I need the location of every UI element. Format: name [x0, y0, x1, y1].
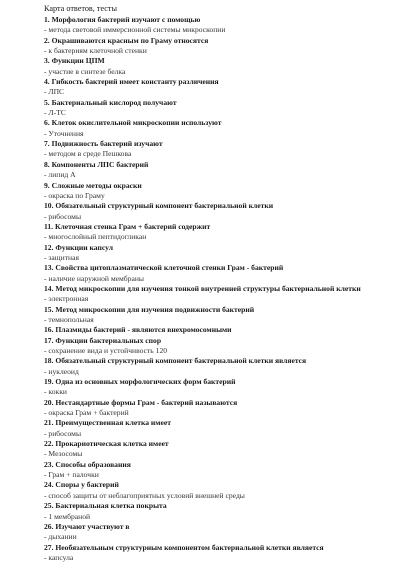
- answer-line: - окраска по Граму: [44, 190, 105, 200]
- answer-line: - кокки: [44, 387, 67, 397]
- question-line: 27. Необязательным структурным компонентом бактериальной клетки является: [44, 542, 324, 552]
- question-line: 16. Плазмиды бактерий - являются внехромосомными: [44, 325, 232, 335]
- question-line: 2. Окрашиваются красным по Граму относятся: [44, 35, 209, 45]
- answer-line: - 1 мембраной: [44, 511, 91, 521]
- question-line: 10. Обязательный структурный компонент бактериальной клетки: [44, 201, 274, 211]
- question-line: 26. Изучают участвуют в: [44, 521, 130, 531]
- question-line: 22. Прокариотическая клетка имеет: [44, 439, 169, 449]
- question-line: 9. Сложные методы окраски: [44, 180, 142, 190]
- answer-line: - Мезосомы: [44, 449, 83, 459]
- question-line: 5. Бактериальный кислород получают: [44, 97, 177, 107]
- question-line: 25. Бактериальная клетка покрыта: [44, 501, 167, 511]
- answer-line: - Л-ТС: [44, 108, 66, 118]
- answer-line: - темнопольная: [44, 314, 94, 324]
- question-line: 17. Функции бактериальных спор: [44, 335, 162, 345]
- answer-line: - методом в среде Пешкова: [44, 149, 132, 159]
- answer-line: - наличие наружной мембраны: [44, 273, 145, 283]
- question-line: 11. Клеточная стенка Грам + бактерий содержит: [44, 221, 211, 231]
- answer-line: - способ защиты от неблагоприятных условий внешней среды: [44, 490, 245, 500]
- question-line: 20. Нестандартные формы Грам - бактерий называются: [44, 397, 238, 407]
- question-line: 23. Способы образования: [44, 459, 131, 469]
- answer-line: - дыхании: [44, 532, 77, 542]
- question-line: 24. Споры у бактерий: [44, 480, 119, 490]
- question-line: 7. Подвижность бактерий изучают: [44, 139, 163, 149]
- answer-line: - рибосомы: [44, 211, 82, 221]
- question-line: 15. Метод микроскопии для изучения подвижности бактерий: [44, 304, 255, 314]
- answer-line: - нуклеоид: [44, 366, 79, 376]
- answer-line: - защитная: [44, 252, 79, 262]
- answer-line: - метода световой иммерсионной системы микроскопии: [44, 25, 226, 35]
- question-line: 21. Преимущественная клетка имеет: [44, 418, 171, 428]
- question-line: 14. Метод микроскопии для изучения тонкой внутренней структуры бактериальной клетки: [44, 283, 361, 293]
- answer-list: [44, 15, 420, 563]
- answer-line: - окраска Грам + бактерий: [44, 408, 129, 418]
- question-line: 13. Свойства цитоплазматической клеточной стенки Грам - бактерий: [44, 263, 284, 273]
- answer-line: - липид А: [44, 170, 76, 180]
- answer-line: - к бактериям клеточной стенки: [44, 46, 147, 56]
- question-line: 4. Гибкость бактерий имеет константу различения: [44, 77, 219, 87]
- question-line: 1. Морфология бактерий изучают с помощью: [44, 15, 201, 24]
- question-line: 3. Функции ЦПМ: [44, 56, 105, 66]
- answer-line: - многослойный пептидогликан: [44, 232, 147, 242]
- question-line: 6. Клеток окислительной микроскопии используют: [44, 118, 222, 128]
- answer-line: - капсула: [44, 552, 74, 562]
- answer-line: - Уточнения: [44, 128, 84, 138]
- document-title: Карта ответов, тесты: [44, 4, 117, 13]
- answer-line: - ЛПС: [44, 87, 65, 97]
- answer-line: - рибосомы: [44, 428, 82, 438]
- answer-line: - электронная: [44, 294, 89, 304]
- question-line: 12. Функции капсул: [44, 242, 113, 252]
- question-line: 18. Обязательный структурный компонент бактериальной клетки является: [44, 356, 307, 366]
- answer-line: - сохранение вида и устойчивость 120: [44, 346, 168, 355]
- answer-line: - участие в синтезе белка: [44, 66, 126, 76]
- answer-line: - Грам + палочки: [44, 470, 99, 480]
- question-line: 8. Компоненты ЛПС бактерий: [44, 159, 149, 169]
- question-line: 19. Одна из основных морфологических форм бактерий: [44, 377, 236, 387]
